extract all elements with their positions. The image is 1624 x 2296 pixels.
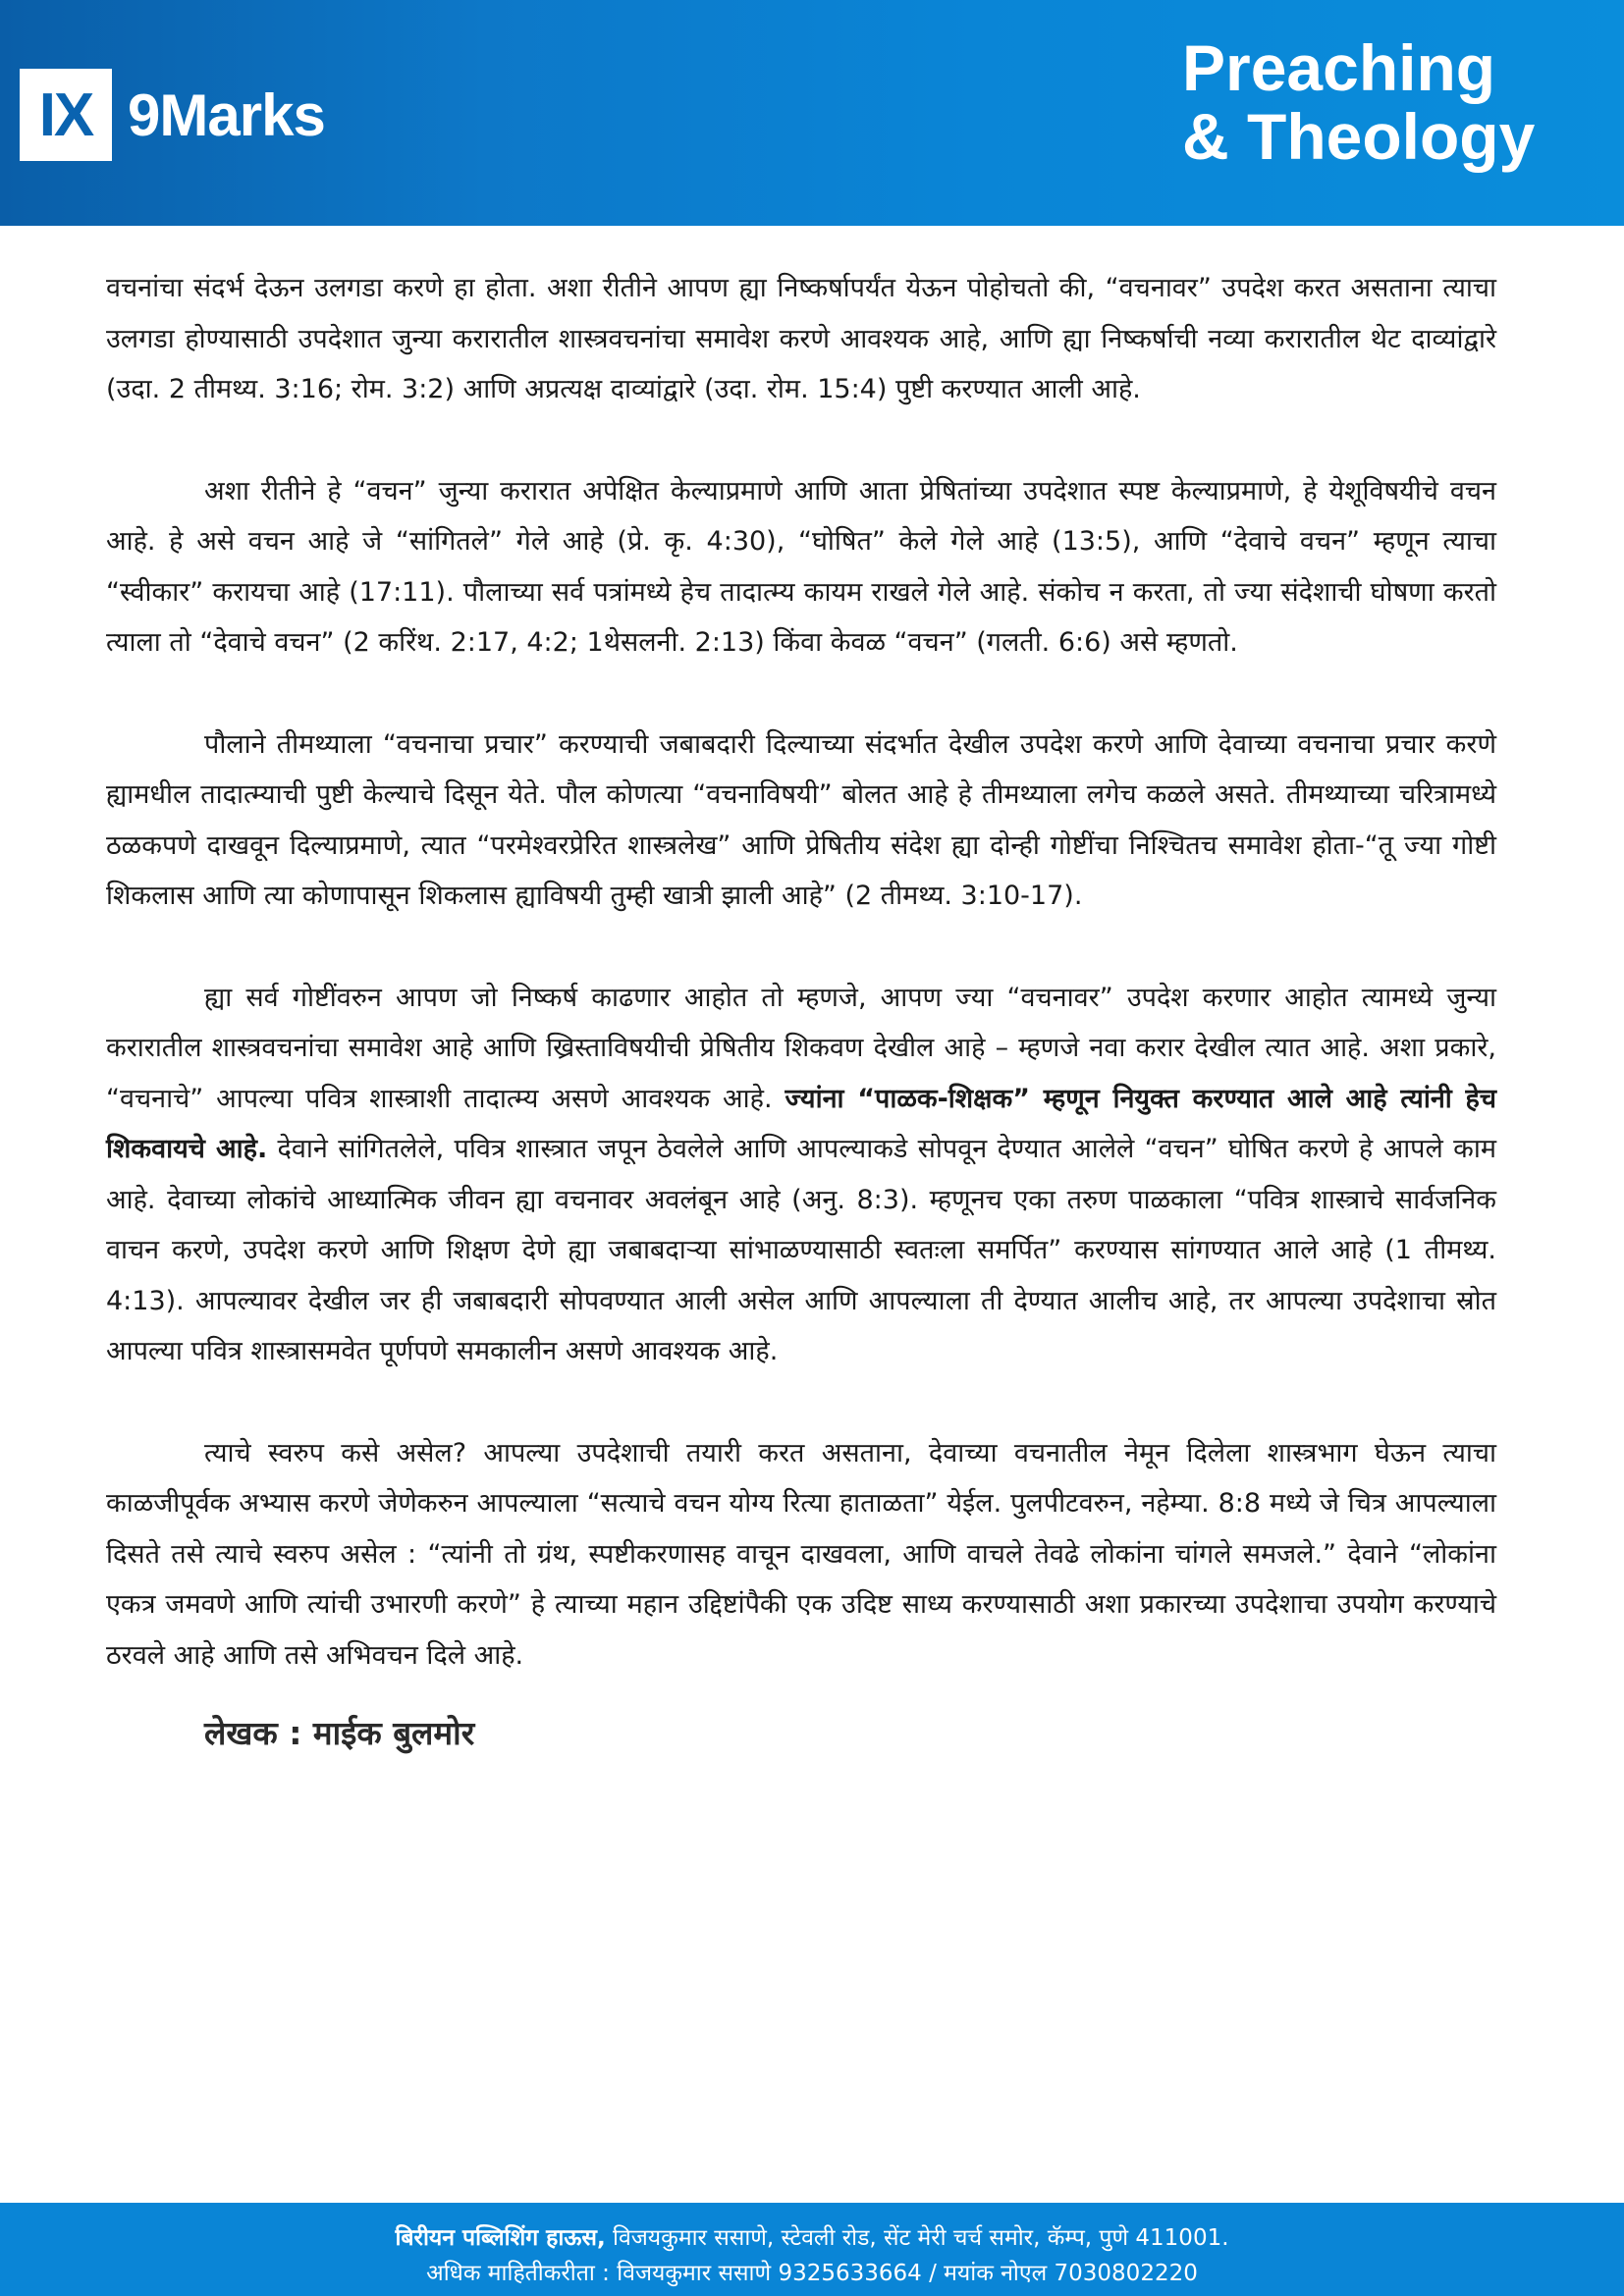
footer-address-line (0, 2220, 1624, 2252)
logo-mark (20, 69, 112, 161)
author-byline: लेखक : माईक बुलमोर (204, 1714, 475, 1752)
9marks-logo (20, 69, 325, 161)
footer-contact-line: अधिक माहितीकरीता : विजयकुमार ससाणे 9325633664 / मयांक नोएल 7030802220 (426, 2261, 1198, 2286)
publisher-address: विजयकुमार ससाणे, स्टेवली रोड, सेंट मेरी चर्च समोर, कॅम्प, पुणे 411001. (605, 2225, 1229, 2251)
paragraph-4 (106, 973, 1496, 1377)
page-header (0, 0, 1624, 226)
paragraph-5: त्याचे स्वरुप कसे असेल? आपल्या उपदेशाची तयारी करत असताना, देवाच्या वचनातील नेमून दिलेला शास्त्रभाग घेऊन त्याचा काळजीपूर्वक अभ्यास करणे जेणेकरुन आपल्याला “सत्याचे वचन योग्य रित्या हाताळता” येईल. पुलपीटवरुन, नहेम्या. 8:8 मध्ये जे चित्र आपल्याला दिसते तसे त्याचे स्वरुप असेल : “त्यांनी तो ग्रंथ, स्पष्टीकरणासह वाचून दाखवला, आणि वाचले तेवढे लोकांना चांगले समजले.” देवाने “लोकांना एकत्र जमवणे आणि त्यांची उभारणी करणे” हे त्याच्या महान उद्दिष्टांपैकी एक उदिष्ट साध्य करण्यासाठी अशा प्रकारच्या उपदेशाचा उपयोग करण्याचे ठरवले आहे आणि तसे अभिवचन दिले आहे. (106, 1437, 1496, 1671)
paragraph-4-part-a: ह्या सर्व गोष्टींवरुन आपण जो निष्कर्ष काढणार आहोत तो म्हणजे, आपण ज्या “वचनावर” उपदेश करणार आहोत त्यामध्ये जुन्या करारातील शास्त्रवचनांचा समावेश आहे आणि ख्रिस्ताविषयीची प्रेषितीय शिकवण देखील आहे – म्हणजे नवा करार देखील त्यात आहे. अशा प्रकारे, “वचनाचे” आपल्या पवित्र शास्त्राशी तादात्म्य असणे आवश्यक आहे. (106, 982, 1496, 1114)
paragraph-3: पौलाने तीमथ्याला “वचनाचा प्रचार” करण्याची जबाबदारी दिल्याच्या संदर्भात देखील उपदेश करणे आणि देवाच्या वचनाचा प्रचार करणे ह्यामधील तादात्म्याची पुष्टी केल्याचे दिसून येते. पौल कोणत्या “वचनाविषयी” बोलत आहे हे तीमथ्याला लगेच कळले असते. तीमथ्याच्या चरित्रामध्ये ठळकपणे दाखवून दिल्याप्रमाणे, त्यात “परमेश्वरप्रेरित शास्त्रलेख” आणि प्रेषितीय संदेश ह्या दोन्ही गोष्टींचा निश्चितच समावेश होता-“तू ज्या गोष्टी शिकलास आणि त्या कोणापासून शिकलास ह्याविषयी तुम्ही खात्री झाली आहे” (2 तीमथ्य. 3:10-17). (106, 728, 1496, 911)
logo-text: 9Marks (128, 81, 325, 148)
logo-mark-text: IX (38, 80, 93, 149)
section-title (1182, 33, 1595, 171)
article-body (106, 263, 1496, 1754)
section-title-line2: & Theology (1182, 100, 1536, 173)
paragraph-1: वचनांचा संदर्भ देऊन उलगडा करणे हा होता. अशा रीतीने आपण ह्या निष्कर्षापर्यंत येऊन पोहोचतो की, “वचनावर” उपदेश करत असताना त्याचा उलगडा होण्यासाठी उपदेशात जुन्या करारातील शास्त्रवचनांचा समावेश करणे आवश्यक आहे, आणि ह्या निष्कर्षाची नव्या करारातील थेट दाव्यांद्वारे (उदा. 2 तीमथ्य. 3:16; रोम. 3:2) आणि अप्रत्यक्ष दाव्यांद्वारे (उदा. रोम. 15:4) पुष्टी करण्यात आली आहे. (106, 273, 1496, 404)
paragraph-2: अशा रीतीने हे “वचन” जुन्या करारात अपेक्षित केल्याप्रमाणे आणि आता प्रेषितांच्या उपदेशात स्पष्ट केल्याप्रमाणे, हे येशूविषयीचे वचन आहे. हे असे वचन आहे जे “सांगितले” गेले आहे (प्रे. कृ. 4:30), “घोषित” केले गेले आहे (13:5), आणि “देवाचे वचन” म्हणून त्याचा “स्वीकार” करायचा आहे (17:11). पौलाच्या सर्व पत्रांमध्ये हेच तादात्म्य कायम राखले गेले आहे. संकोच न करता, तो ज्या संदेशाची घोषणा करतो त्याला तो “देवाचे वचन” (2 करिंथ. 2:17, 4:2; 1थेसलनी. 2:13) किंवा केवळ “वचन” (गलती. 6:6) असे म्हणतो. (106, 475, 1496, 658)
publisher-name: बिरीयन पब्लिशिंग हाऊस, (395, 2225, 606, 2251)
paragraph-4-part-b: देवाने सांगितलेले, पवित्र शास्त्रात जपून ठेवलेले आणि आपल्याकडे सोपवून देण्यात आलेले “वचन” घोषित करणे हे आपले काम आहे. देवाच्या लोकांचे आध्यात्मिक जीवन ह्या वचनावर अवलंबून आहे (अनु. 8:3). म्हणूनच एका तरुण पाळकाला “पवित्र शास्त्राचे सार्वजनिक वाचन करणे, उपदेश करणे आणि शिक्षण देणे ह्या जबाबदाऱ्या सांभाळण्यासाठी स्वतःला समर्पित” करण्यास सांगण्यात आले आहे (1 तीमथ्य. 4:13). आपल्यावर देखील जर ही जबाबदारी सोपवण्यात आली असेल आणि आपल्याला ती देण्यात आलीच आहे, तर आपल्या उपदेशाचा स्रोत आपल्या पवित्र शास्त्रासमवेत पूर्णपणे समकालीन असणे आवश्यक आहे. (106, 1134, 1496, 1366)
page-footer (0, 2203, 1624, 2296)
paragraph-4-bold: ज्यांना “पाळक-शिक्षक” म्हणून नियुक्त करण्यात आले आहे त्यांनी हेच शिकवायचे आहे. (106, 1083, 1496, 1164)
section-title-line1: Preaching (1182, 31, 1496, 104)
